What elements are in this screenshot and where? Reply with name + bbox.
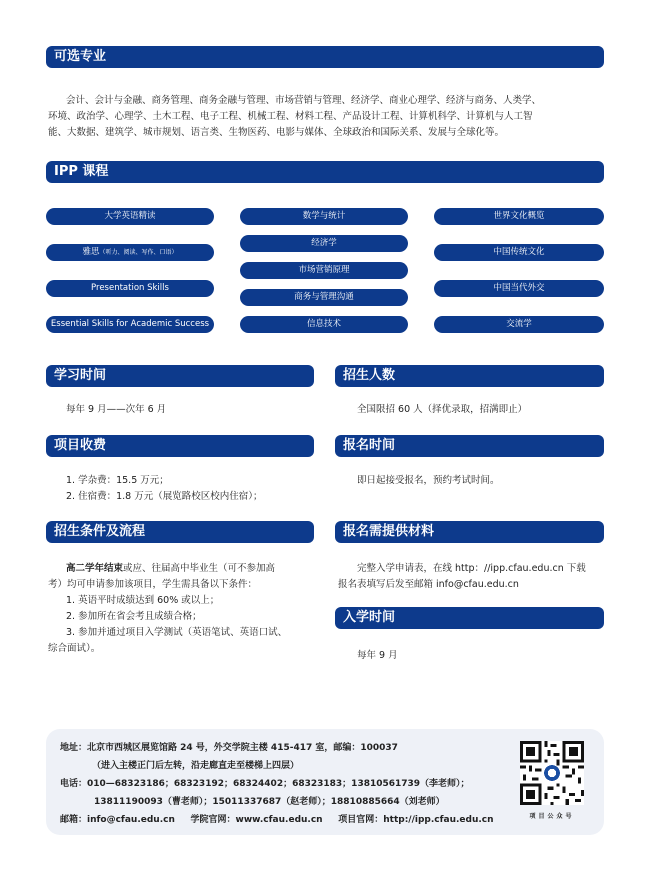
course-marketing: 市场营销原理 — [240, 262, 408, 279]
fees-header: 项目收费 — [46, 435, 314, 457]
course-it: 信息技术 — [240, 316, 408, 333]
course-business-communication: 商务与管理沟通 — [240, 289, 408, 306]
course-communication: 交流学 — [434, 316, 604, 333]
course-math-statistics: 数学与统计 — [240, 208, 408, 225]
footer-phone: 电话：010—68323186；68323192；68324402；68323183；13810561739（李老师）； — [60, 779, 470, 789]
conditions-intro-bold: 高二学年结束 — [66, 563, 124, 574]
conditions-line-5: 综合面试）。 — [48, 643, 101, 654]
conditions-intro — [66, 561, 275, 577]
course-ielts — [46, 244, 214, 261]
enrollment-header: 招生人数 — [335, 365, 604, 387]
materials-line-1: 完整入学申请表，在线 http：//ipp.cfau.edu.cn 下载 — [357, 563, 586, 574]
ipp-header: IPP 课程 — [46, 161, 604, 183]
course-english-reading: 大学英语精读 — [46, 208, 214, 225]
footer-address-2: （进入主楼正门后左转，沿走廊直走至楼梯上四层） — [92, 761, 300, 771]
conditions-line-3: 2. 参加所在省会考且成绩合格； — [66, 611, 202, 622]
enrollment-text: 全国限招 60 人（择优录取，招满即止） — [357, 404, 528, 415]
registration-text: 即日起接受报名，预约考试时间。 — [357, 475, 500, 486]
course-chinese-culture: 中国传统文化 — [434, 244, 604, 261]
materials-header: 报名需提供材料 — [335, 521, 604, 543]
course-chinese-diplomacy: 中国当代外交 — [434, 280, 604, 297]
qr-code-icon — [520, 741, 584, 805]
conditions-line-2: 1. 英语平时成绩达到 60% 或以上； — [66, 595, 220, 606]
course-essential-skills: Essential Skills for Academic Success — [46, 316, 214, 333]
study-time-header: 学习时间 — [46, 365, 314, 387]
conditions-line-1: 考）均可申请参加该项目，学生需具备以下条件： — [48, 579, 258, 590]
materials-line-2: 报名表填写后发至邮箱 info@cfau.edu.cn — [338, 579, 519, 590]
admission-header: 入学时间 — [335, 607, 604, 629]
registration-header: 报名时间 — [335, 435, 604, 457]
fees-line-1: 1. 学杂费：15.5 万元； — [66, 475, 169, 486]
course-ielts-note: （听力、阅读、写作、口语） — [99, 249, 178, 256]
majors-line-1: 会计、会计与金融、商务管理、商务金融与管理、市场营销与管理、经济学、商业心理学、经济与商务、人类学、 — [66, 95, 542, 106]
majors-line-3: 能、大数据、建筑学、城市规划、语言类、生物医药、电影与媒体、全球政治和国际关系、发展与全球化等。 — [48, 127, 505, 138]
course-economics: 经济学 — [240, 235, 408, 252]
study-time-text: 每年 9 月——次年 6 月 — [66, 404, 167, 415]
majors-header: 可选专业 — [46, 46, 604, 68]
majors-line-2: 环境、政治学、心理学、土木工程、电子工程、机械工程、材料工程、产品设计工程、计算机科学、计算机与人工智 — [48, 111, 533, 122]
footer-email: 邮箱：info@cfau.edu.cn 学院官网：www.cfau.edu.cn 项目官网：http://ipp.cfau.edu.cn — [60, 815, 494, 825]
fees-line-2: 2. 住宿费：1.8 万元（展览路校区校内住宿）； — [66, 491, 263, 502]
conditions-line-4: 3. 参加并通过项目入学测试（英语笔试、英语口试、 — [66, 627, 288, 638]
conditions-intro-rest: 或应、往届高中毕业生（可不参加高 — [123, 563, 276, 574]
course-presentation-skills: Presentation Skills — [46, 280, 214, 297]
qr-caption: 项目公众号 — [529, 813, 575, 820]
admission-text: 每年 9 月 — [357, 650, 398, 661]
contact-footer — [46, 729, 604, 835]
conditions-header: 招生条件及流程 — [46, 521, 314, 543]
footer-phone-2: 13811190093（曹老师）；15011337687（赵老师）；18810885664（刘老师） — [94, 797, 445, 807]
footer-address: 地址：北京市西城区展览馆路 24 号，外交学院主楼 415-417 室，邮编：100037 — [60, 743, 398, 753]
course-world-culture: 世界文化概览 — [434, 208, 604, 225]
course-ielts-label: 雅思 — [82, 247, 100, 257]
